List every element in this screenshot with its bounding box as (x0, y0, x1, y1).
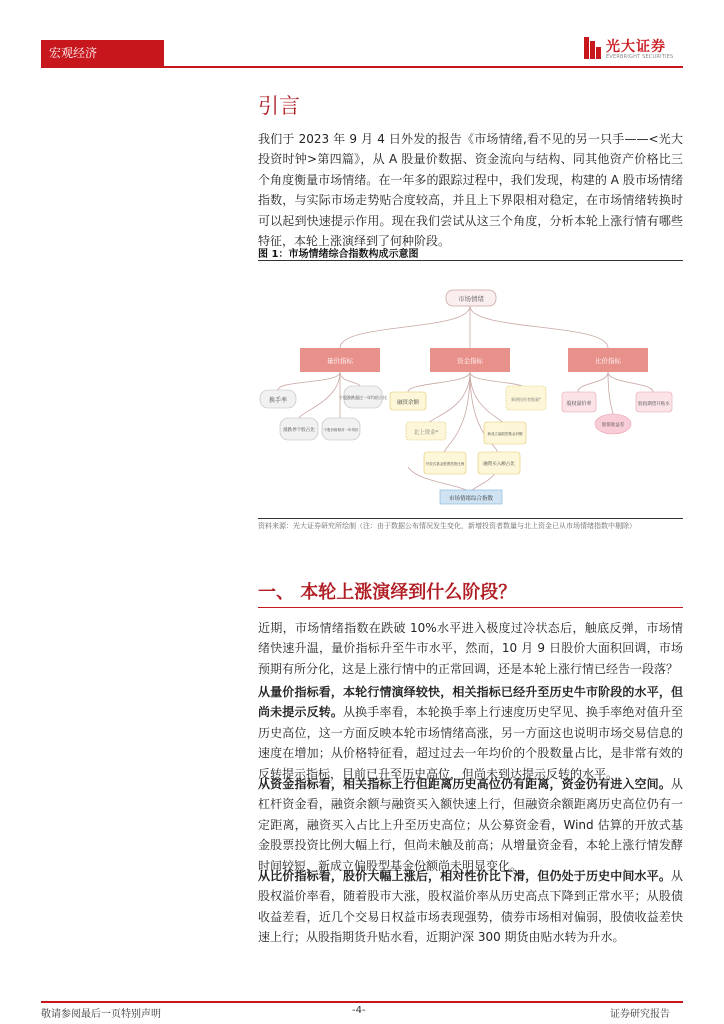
footer-rule (41, 1001, 683, 1003)
footer-disclaimer: 敬请参阅最后一页特别声明 (41, 1009, 161, 1020)
diagram-label-limit-share: 涨跌停个股占比 (283, 428, 315, 433)
paragraph-3-lead: 从资金指标看，相关指标上行但距离历史高位仍有距离，资金仍有进入空间。 (258, 777, 671, 791)
diagram-label-price-vs-avg: 个股价格相对一年均价 (323, 428, 359, 432)
diagram-label-open-fund-ratio: 开放式基金股票投资比例 (425, 462, 465, 466)
paragraph-3-body: 从杠杆资金看，融资余额与融资买入额快速上行，但融资余额距离历史高位仍有一定距离，融资买入占比上升至历史高位；从公募资金看，Wind 估算的开放式基金股票投资比例大幅上行，但尚未触及前高；从增量资金看，本轮上涨行情发酵时间较短，新成立偏股型基金份额尚未明显变化。 (258, 777, 683, 873)
brand-logo-icon (582, 36, 602, 60)
diagram-label-price-volume: 量价指标 (327, 357, 353, 365)
brand-name-cn: 光大证券 (606, 39, 666, 55)
footer-report-type: 证券研究报告 (610, 1009, 670, 1020)
section-paragraph-1: 近期，市场情绪指数在跌破 10%水平进入极度过冷状态后，触底反弹，市场情绪快速升温，量价指标升至牛市水平，然而，10 月 9 日股价大面积回调，市场预期有所分化，这是上涨行情中的正常回调，还是本轮上涨行情已经告一段落？ (258, 621, 683, 676)
paragraph-4-lead: 从比价指标看，股价大幅上涨后，相对性价比下滑，但仍处于历史中间水平。 (258, 869, 671, 883)
diagram-label-relative-price: 比价指标 (595, 357, 621, 365)
diagram-label-northbound: 北上资金* (413, 430, 439, 436)
diagram-label-stock-bond-spread: 股债收益差 (601, 423, 625, 428)
diagram-label-turnover: 换手率 (268, 397, 288, 404)
paragraph-4-body: 从股权溢价率看，随着股市大涨，股权溢价率从历史高点下降到正常水平；从股债收益差看，近几个交易日权益市场表现强势，债券市场相对偏弱，股债收益差快速上行；从股指期货升贴水看，近期沪深 300 期货由贴水转为升水。 (258, 869, 683, 945)
figure-bottom-rule (258, 518, 683, 519)
figure-top-rule (258, 260, 683, 261)
page-number: -4- (352, 1005, 366, 1016)
section-paragraph-2 (258, 682, 683, 784)
paragraph-2-lead: 从量价指标看，本轮行情演绎较快，相关指标已经升至历史牛市阶段的水平，但尚未提示反转。 (258, 685, 683, 720)
diagram-label-final: 市场情绪综合指数 (448, 496, 494, 502)
brand-name-en: EVERBRIGHT SECURITIES (606, 54, 674, 60)
sentiment-index-diagram (258, 262, 683, 516)
figure-source: 资料来源：光大证券研究所绘制（注：由于数据公布情况发生变化，新增投资者数量与北上资金已从市场情绪指数中剔除） (258, 522, 636, 530)
intro-title: 引言 (258, 94, 300, 118)
diagram-label-new-investors: 新增投资者数量* (511, 397, 541, 402)
diagram-label-above-avg-share: 个股涨跌超过一年均价占比 (339, 395, 387, 400)
diagram-label-new-funds: 新成立偏股型基金份额 (487, 432, 523, 436)
section-label: 宏观经济 (41, 40, 164, 66)
diagram-label-margin-buy-share: 融资买入额占比 (483, 462, 515, 467)
brand-logo (582, 34, 686, 64)
paragraph-2-body: 从换手率看，本轮换手率上行速度历史罕见、换手率绝对值升至历史高位，这一方面反映本轮市场情绪高涨，另一方面这也说明市场交易信息的速度在增加；从价格特征看，超过过去一年均价的个股数量占比，是非常有效的反转提示指标，目前已升至历史高位，但尚未到达提示反转的水平。 (258, 705, 683, 781)
diagram-label-equity-premium: 股权溢价率 (566, 401, 592, 407)
figure-title: 图 1：市场情绪综合指数构成示意图 (258, 249, 419, 260)
section-rule (258, 607, 683, 608)
diagram-label-margin-balance: 融资余额 (396, 400, 420, 406)
intro-paragraph: 我们于 2023 年 9 月 4 日外发的报告《市场情绪,看不见的另一只手——<光大投资时钟>第四篇》，从 A 股量价数据、资金流向与结构、同其他资产价格比三个角度衡量市场情绪。在一年多的跟踪过程中，我们发现，构建的 A 股市场情绪指数，与实际市场走势贴合度较高，并且上下界限相对稳定，在市场情绪转换时可以起到快速提示作用。现在我们尝试从这三个角度，分析本轮上涨行情有哪些特征，本轮上涨演绎到了何种阶段。 (258, 132, 683, 249)
header-rule (41, 66, 683, 68)
diagram-label-root: 市场情绪 (458, 295, 484, 303)
section-paragraph-3 (258, 774, 683, 876)
section-title: 一、 本轮上涨演绎到什么阶段？ (258, 582, 517, 603)
section-paragraph-4 (258, 866, 683, 948)
diagram-label-futures-basis: 股指期货升贴水 (638, 402, 670, 407)
diagram-label-funds: 资金指标 (457, 357, 483, 365)
